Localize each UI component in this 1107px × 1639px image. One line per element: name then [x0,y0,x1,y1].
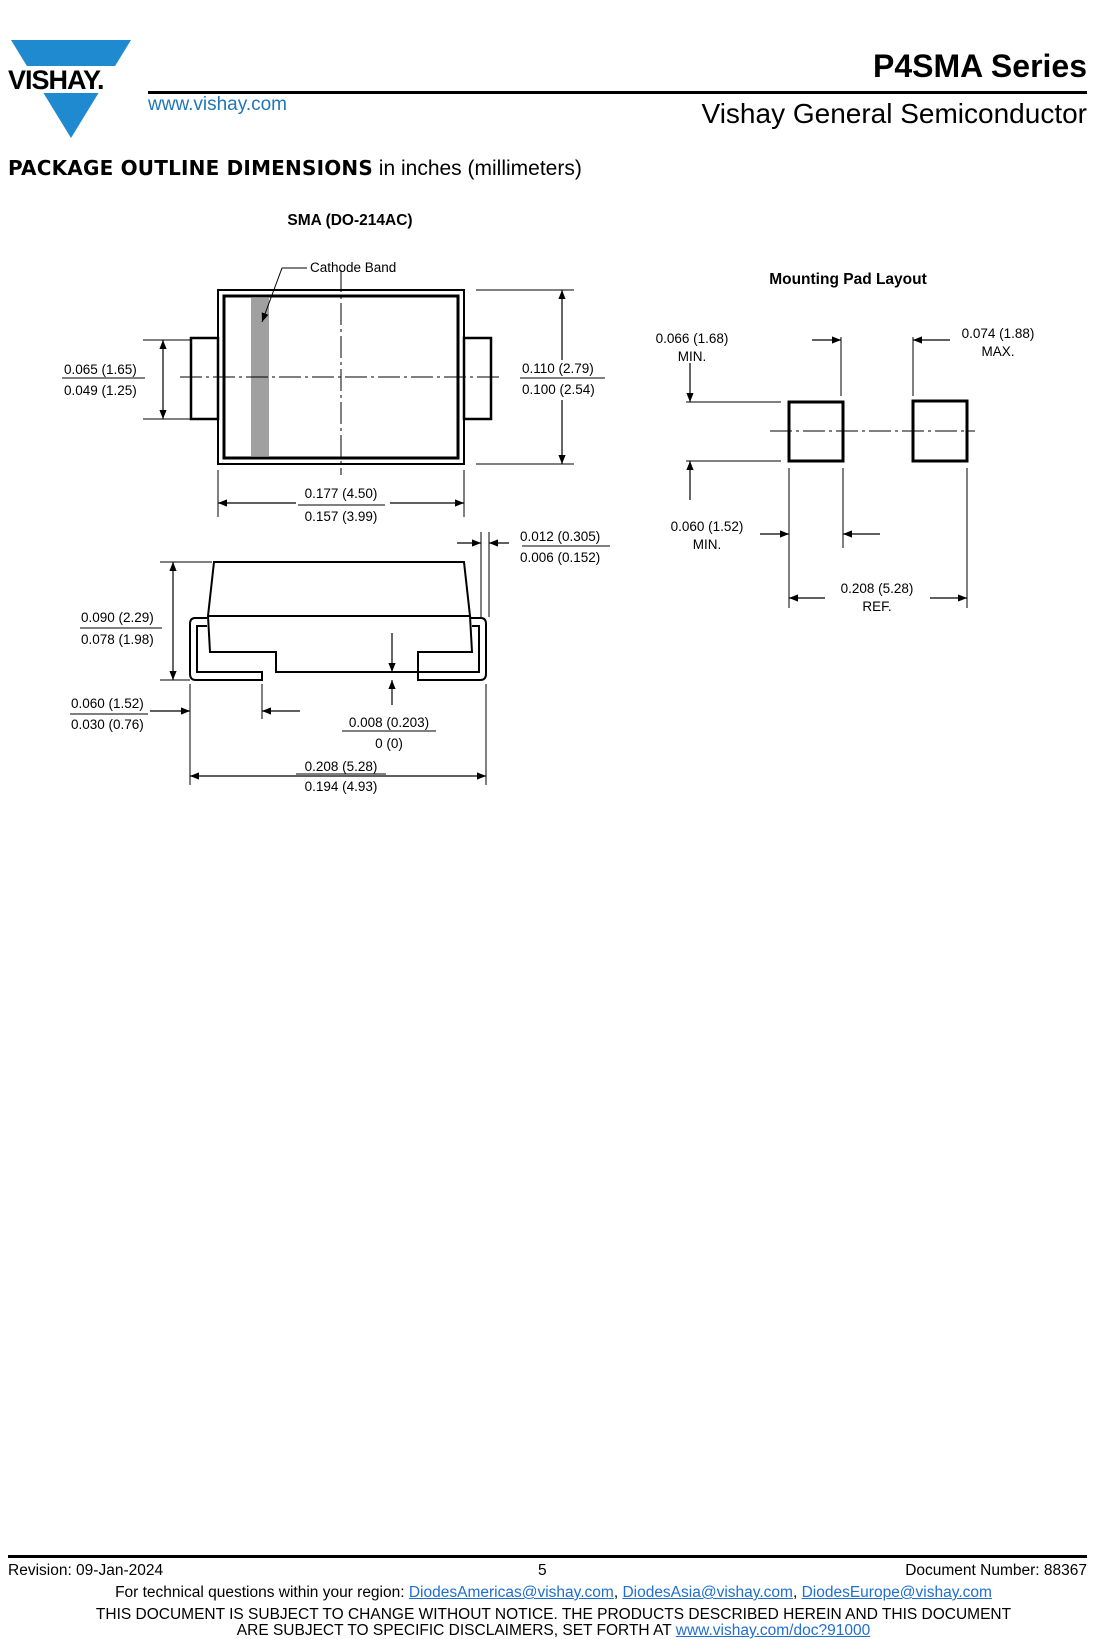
dim-foot-min: 0.030 (0.76) [71,717,144,732]
website-link[interactable]: www.vishay.com [148,94,288,115]
dim-lead-width-max: 0.065 (1.65) [64,362,137,377]
section-title-units: in inches (millimeters) [372,157,582,180]
revision-date: Revision: 09-Jan-2024 [8,1562,164,1579]
pad-overall-note: REF. [862,599,892,614]
disclaimer-line-2-text: ARE SUBJECT TO SPECIFIC DISCLAIMERS, SET FORTH AT [236,1622,676,1639]
vishay-logo [8,40,134,140]
dim-foot-max: 0.060 (1.52) [71,696,144,711]
cathode-band-label: Cathode Band [310,260,397,275]
pad-height-value: 0.066 (1.68) [655,331,729,346]
company-name: Vishay General Semiconductor [701,98,1087,129]
email-asia-link[interactable]: DiodesAsia@vishay.com [622,1584,793,1601]
dim-lead-thick-min: 0.006 (0.152) [520,550,601,565]
dim-lead-width-min: 0.049 (1.25) [64,383,137,398]
pad-gap-value: 0.060 (1.52) [670,519,744,534]
header-rule [148,91,1087,94]
pad-overall-value: 0.208 (5.28) [840,581,914,596]
svg-text:VISHAY.: VISHAY. [8,65,104,95]
pad-height-note: MIN. [677,349,707,364]
pad-layout-title: Mounting Pad Layout [769,271,927,288]
document-number: Document Number: 88367 [905,1562,1087,1579]
dim-height-min: 0.078 (1.98) [81,632,154,647]
section-title-bold: PACKAGE OUTLINE DIMENSIONS [8,156,373,180]
dim-overall-min: 0.194 (4.93) [304,779,378,794]
dim-body-width-max: 0.110 (2.79) [522,361,594,376]
section-heading [8,156,582,181]
email-europe-link[interactable]: DiodesEurope@vishay.com [801,1584,992,1601]
disclaimer [0,1607,1107,1639]
dim-lead-thick-max: 0.012 (0.305) [520,529,601,544]
series-title: P4SMA Series [872,48,1087,84]
disclaimer-line-2 [0,1623,1107,1639]
separator: , [792,1584,802,1601]
footer-rule [8,1555,1087,1558]
pad-layout [686,337,975,608]
package-title: SMA (DO-214AC) [287,212,413,229]
pad-width-value: 0.074 (1.88) [961,326,1035,341]
dim-standoff-min: 0 (0) [375,736,403,751]
separator: , [613,1584,623,1601]
email-americas-link[interactable]: DiodesAmericas@vishay.com [408,1584,614,1601]
dim-overall-max: 0.208 (5.28) [304,759,378,774]
disclaimer-line-1: THIS DOCUMENT IS SUBJECT TO CHANGE WITHOUT NOTICE. THE PRODUCTS DESCRIBED HEREIN AND THIS DOCUMENT [95,1606,1012,1623]
tech-contact-line [0,1584,1107,1602]
side-view [70,532,610,785]
dim-standoff-max: 0.008 (0.203) [348,715,430,730]
pad-width-note: MAX. [981,344,1015,359]
dim-body-length-max: 0.177 (4.50) [304,486,378,501]
page-number: 5 [538,1562,547,1579]
dim-body-length-min: 0.157 (3.99) [304,509,378,524]
dim-height-max: 0.090 (2.29) [81,610,154,625]
dim-body-width-min: 0.100 (2.54) [522,382,595,397]
disclaimer-link[interactable]: www.vishay.com/doc?91000 [675,1622,871,1639]
tech-prefix: For technical questions within your region: [115,1584,409,1601]
package-outline-drawing [0,190,1107,810]
pad-gap-note: MIN. [692,537,722,552]
